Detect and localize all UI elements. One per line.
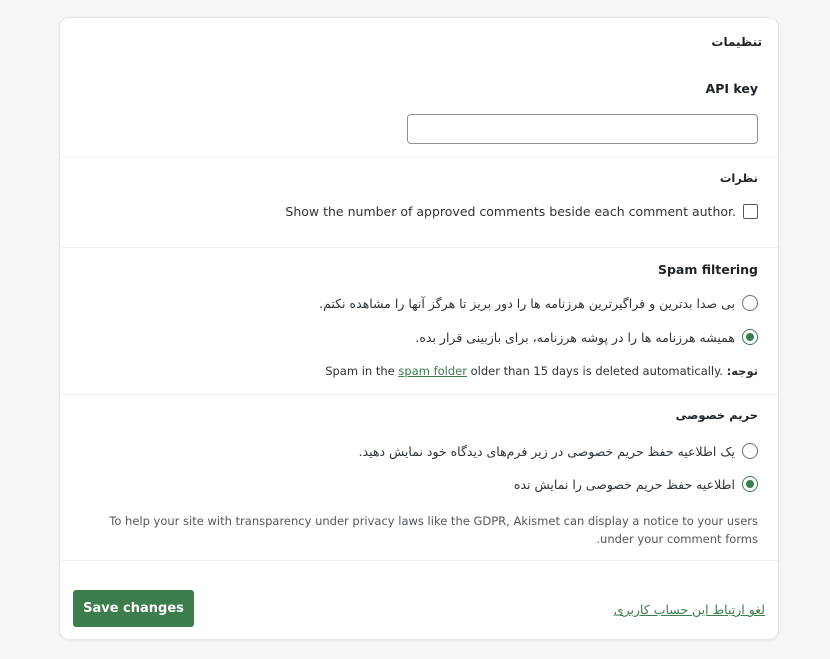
spam-discard-radio[interactable] xyxy=(742,295,758,311)
divider xyxy=(60,394,778,395)
privacy-hide-radio[interactable] xyxy=(742,476,758,492)
privacy-description: To help your site with transparency under privacy laws like the GDPR, Akismet can display a notice to your users under your comment forms. xyxy=(109,514,758,546)
disconnect-account-link[interactable]: لغو ارتباط این حساب کاربری xyxy=(613,602,765,617)
spam-note-before: Spam in the xyxy=(325,364,395,378)
privacy-hide-label: اطلاعیه حفظ حریم خصوصی را نمایش نده xyxy=(513,476,735,492)
show-comment-count-label: Show the number of approved comments beside each comment author. xyxy=(285,204,736,219)
api-key-input[interactable] xyxy=(407,114,758,144)
api-key-label: API key xyxy=(705,81,758,96)
save-changes-button[interactable]: Save changes xyxy=(73,590,194,627)
spam-discard-label: بی صدا بدترین و فراگیرترین هرزنامه ها را دور بریز تا هرگز آنها را مشاهده نکتم. xyxy=(319,295,735,311)
privacy-heading: حریم خصوصی xyxy=(675,408,758,422)
privacy-hide-option[interactable] xyxy=(514,476,758,492)
spam-folder-link[interactable]: spam folder xyxy=(398,364,467,378)
settings-title: تنظیمات xyxy=(711,35,762,49)
spam-keep-label: همیشه هرزنامه ها را در پوشه هرزنامه، برای بازبینی قرار بده. xyxy=(415,329,735,345)
privacy-show-label: یک اطلاعیه حفظ حریم خصوصی در زیر فرم‌های دیدگاه خود نمایش دهید. xyxy=(358,443,735,459)
spam-note-after: older than 15 days is deleted automatically. xyxy=(470,364,723,378)
divider xyxy=(60,156,778,157)
privacy-show-radio[interactable] xyxy=(742,443,758,459)
privacy-show-option[interactable] xyxy=(359,443,758,459)
spam-keep-radio[interactable] xyxy=(742,329,758,345)
spam-note-text xyxy=(325,364,723,378)
spam-note-label: توجه: xyxy=(726,364,758,378)
divider xyxy=(60,560,778,561)
show-comment-count-checkbox[interactable] xyxy=(743,204,758,219)
settings-card xyxy=(59,17,779,640)
comments-heading: نظرات xyxy=(719,171,758,185)
spam-keep-option[interactable] xyxy=(415,329,758,345)
spam-filtering-heading: Spam filtering xyxy=(657,262,758,277)
spam-discard-option[interactable] xyxy=(319,295,758,311)
show-comment-count-option[interactable] xyxy=(285,204,758,219)
divider xyxy=(60,247,778,248)
spam-note xyxy=(325,364,758,378)
